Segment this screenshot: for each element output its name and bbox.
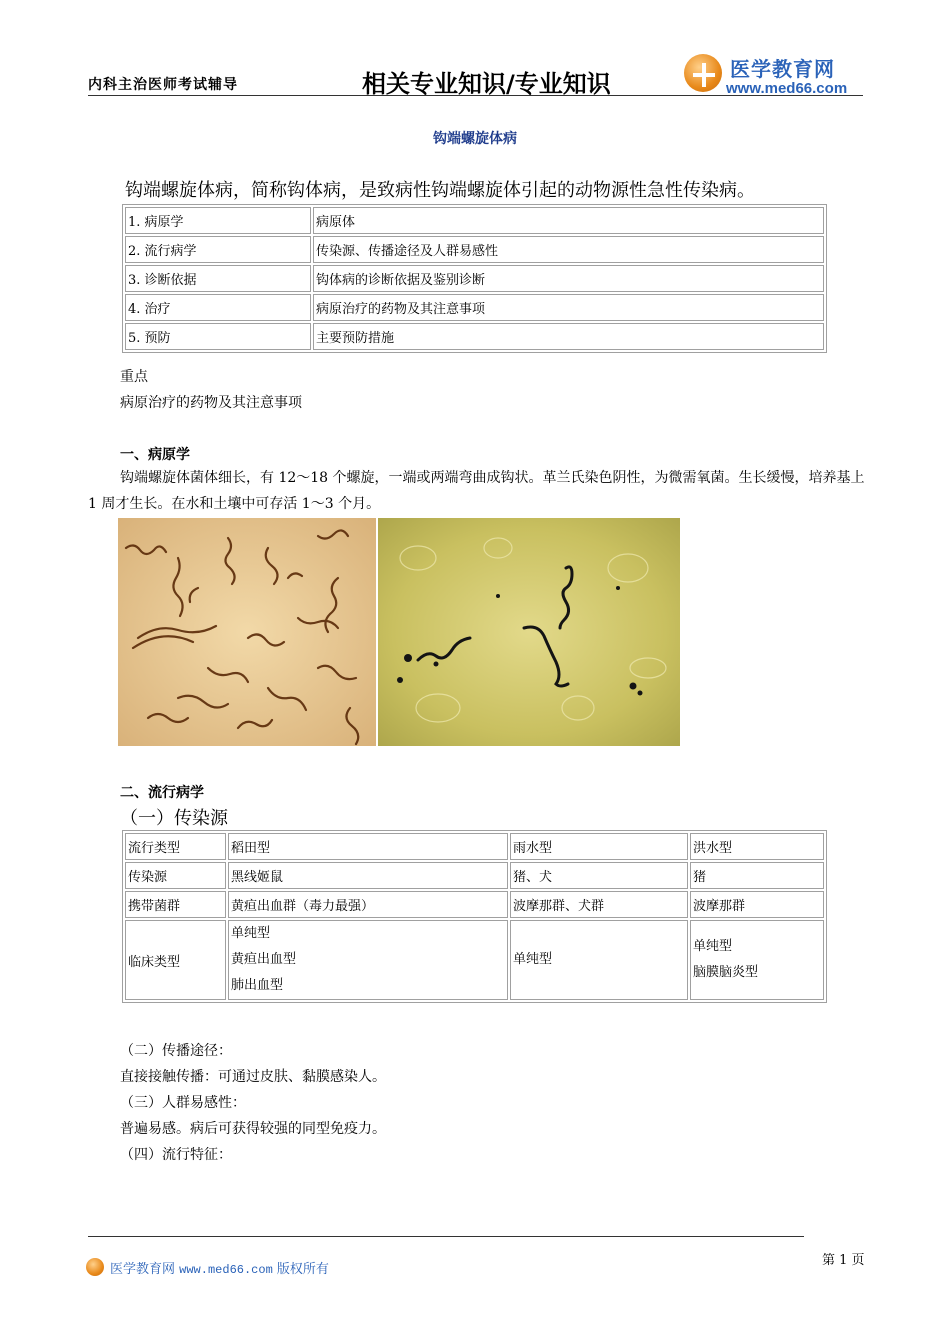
outline-content: 病原体	[313, 207, 824, 234]
table-cell: 黑线姬鼠	[228, 862, 508, 889]
section-2-title: 二、流行病学	[120, 785, 204, 801]
leptospira-micrograph-silver-stain	[118, 518, 376, 746]
footer-divider	[88, 1236, 804, 1237]
table-row	[125, 236, 824, 263]
table-cell	[690, 920, 824, 1000]
table-row	[125, 265, 824, 292]
clinical-type: 单纯型	[513, 952, 553, 967]
table-cell: 临床类型	[125, 920, 226, 1000]
key-point-label: 重点	[120, 369, 148, 385]
outline-content: 主要预防措施	[313, 323, 824, 350]
outline-no: 1. 病原学	[125, 207, 311, 234]
section-2-sub3-text: 普遍易感。病后可获得较强的同型免疫力。	[120, 1121, 386, 1137]
clinical-type: 黄疸出血型	[231, 952, 297, 967]
clinical-type: 单纯型	[231, 926, 271, 941]
table-cell	[510, 920, 688, 1000]
table-cell: 黄疸出血群（毒力最强）	[228, 891, 508, 918]
table-cell: 携带菌群	[125, 891, 226, 918]
header-title: 相关专业知识/专业知识	[362, 70, 611, 98]
outline-table	[122, 204, 827, 353]
table-cell: 猪、犬	[510, 862, 688, 889]
section-2-sub4: （四）流行特征：	[120, 1147, 232, 1163]
table-row	[125, 891, 824, 918]
outline-no: 4. 治疗	[125, 294, 311, 321]
clinical-type: 肺出血型	[231, 978, 284, 993]
footer-rights: 版权所有	[276, 1262, 329, 1277]
table-header-cell: 雨水型	[510, 833, 688, 860]
table-row	[125, 862, 824, 889]
section-1-paragraph: 钩端螺旋体菌体细长，有 12～18 个螺旋，一端或两端弯曲成钩状。革兰氏染色阴性，为微需氧菌。生长缓慢，培养基上 1 周才生长。在水和土壤中可存活 1～3 个月。	[88, 470, 865, 512]
footer-logo-icon	[86, 1258, 104, 1276]
table-header-cell: 稻田型	[228, 833, 508, 860]
header-course-label: 内科主治医师考试辅导	[88, 77, 238, 93]
logo-url: www.med66.com	[726, 80, 848, 97]
page-number: 第 1 页	[822, 1253, 865, 1268]
intro-text: 钩端螺旋体病，简称钩体病，是致病性钩端螺旋体引起的动物源性急性传染病。	[125, 180, 755, 201]
table-row	[125, 323, 824, 350]
table-header-row	[125, 833, 824, 860]
outline-content: 传染源、传播途径及人群易感性	[313, 236, 824, 263]
header-divider	[88, 95, 863, 96]
table-header-cell: 洪水型	[690, 833, 824, 860]
footer-copyright[interactable]	[110, 1258, 329, 1277]
footer-brand: 医学教育网	[110, 1262, 176, 1277]
table-cell: 波摩那群、犬群	[510, 891, 688, 918]
section-2-sub2-text: 直接接触传播：可通过皮肤、黏膜感染人。	[120, 1069, 386, 1085]
epidemic-source-table	[122, 830, 827, 1003]
table-cell: 传染源	[125, 862, 226, 889]
outline-no: 3. 诊断依据	[125, 265, 311, 292]
table-row	[125, 207, 824, 234]
table-cell: 猪	[690, 862, 824, 889]
table-cell: 波摩那群	[690, 891, 824, 918]
outline-content: 钩体病的诊断依据及鉴别诊断	[313, 265, 824, 292]
document-title: 钩端螺旋体病	[433, 131, 517, 147]
leptospira-micrograph-tissue	[378, 518, 680, 746]
section-2-sub1: （一）传染源	[120, 808, 228, 829]
table-header-cell: 流行类型	[125, 833, 226, 860]
outline-no: 2. 流行病学	[125, 236, 311, 263]
table-cell	[228, 920, 508, 1000]
key-point-text: 病原治疗的药物及其注意事项	[120, 395, 302, 411]
logo-name: 医学教育网	[730, 57, 835, 81]
outline-content: 病原治疗的药物及其注意事项	[313, 294, 824, 321]
section-2-sub3: （三）人群易感性：	[120, 1095, 246, 1111]
logo-cross-icon	[684, 54, 722, 92]
site-logo[interactable]	[682, 52, 872, 98]
table-row	[125, 294, 824, 321]
outline-no: 5. 预防	[125, 323, 311, 350]
section-2-sub2: （二）传播途径：	[120, 1043, 232, 1059]
section-1-title: 一、病原学	[120, 447, 190, 463]
table-row	[125, 920, 824, 1000]
clinical-type: 单纯型	[693, 939, 733, 954]
clinical-type: 脑膜脑炎型	[693, 965, 759, 980]
footer-url[interactable]: www.med66.com	[179, 1263, 273, 1277]
